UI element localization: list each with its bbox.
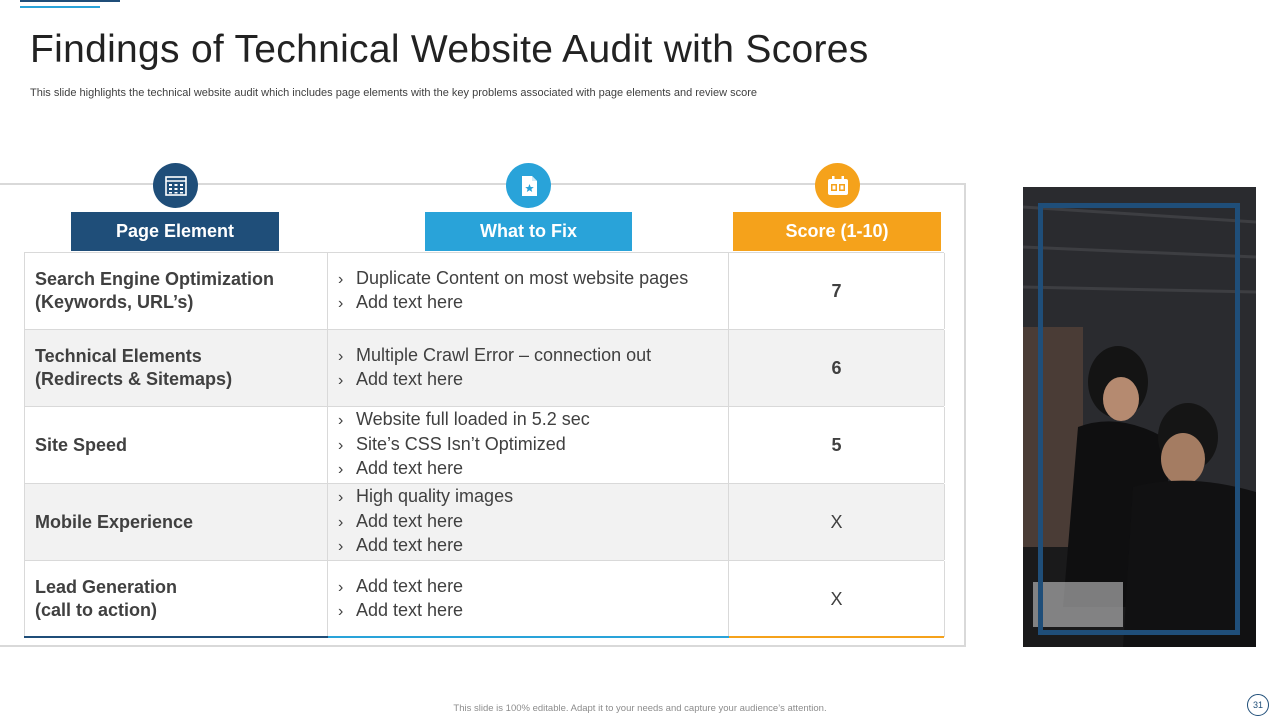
what-to-fix-cell xyxy=(327,484,729,560)
score-cell: 5 xyxy=(729,407,945,483)
fix-item: › Multiple Crawl Error – connection out xyxy=(338,344,728,369)
page-element-cell xyxy=(24,484,328,560)
what-to-fix-cell xyxy=(327,407,729,483)
fix-item: › Add text here xyxy=(338,510,728,535)
chevron-right-icon: › xyxy=(338,513,344,531)
chevron-right-icon: › xyxy=(338,412,344,430)
header-score: Score (1-10) xyxy=(733,212,941,251)
table-row xyxy=(24,483,944,560)
chevron-right-icon: › xyxy=(338,489,344,507)
bottom-line-score xyxy=(729,636,944,638)
header-what-to-fix: What to Fix xyxy=(425,212,632,251)
page-element-cell xyxy=(24,253,328,329)
page-element-cell xyxy=(24,330,328,406)
page-element-detail: (Redirects & Sitemaps) xyxy=(35,369,233,389)
top-accent-bar xyxy=(20,0,120,2)
photo-frame xyxy=(1038,203,1240,635)
table-row xyxy=(24,252,944,329)
score-cell: 7 xyxy=(729,253,945,329)
page-element-name: Lead Generation xyxy=(35,577,178,597)
page-element-detail: (call to action) xyxy=(35,600,158,620)
bottom-line-page-element xyxy=(24,636,328,638)
fix-item: › Add text here xyxy=(338,575,728,600)
score-cell: X xyxy=(729,484,945,560)
chevron-right-icon: › xyxy=(338,372,344,389)
table-row xyxy=(24,560,944,637)
score-cell: X xyxy=(729,561,945,637)
page-number: 31 xyxy=(1247,694,1269,716)
page-element-detail: (Keywords, URL’s) xyxy=(35,292,194,312)
top-accent-bar-light xyxy=(20,6,100,8)
footer-note: This slide is 100% editable. Adapt it to your needs and capture your audience’s attention. xyxy=(453,703,827,714)
chevron-right-icon: › xyxy=(338,270,344,288)
fix-item: › Add text here xyxy=(338,534,728,559)
table-row xyxy=(24,329,944,406)
page-element-name: Search Engine Optimization xyxy=(35,269,275,289)
what-to-fix-cell xyxy=(327,253,729,329)
slide-title: Findings of Technical Website Audit with Scores xyxy=(30,28,869,71)
fix-item: › Website full loaded in 5.2 sec xyxy=(338,408,728,433)
score-cell: 6 xyxy=(729,330,945,406)
page-element-name: Mobile Experience xyxy=(35,511,194,532)
chevron-right-icon: › xyxy=(338,603,344,620)
header-page-element: Page Element xyxy=(71,212,279,251)
page-element-cell xyxy=(24,561,328,637)
fix-item: › Add text here xyxy=(338,368,728,393)
fix-item: › Add text here xyxy=(338,599,728,624)
fix-item: › Add text here xyxy=(338,457,728,482)
what-to-fix-cell xyxy=(327,330,729,406)
chevron-right-icon: › xyxy=(338,538,344,556)
calendar-icon xyxy=(815,163,860,208)
fix-item: › Add text here xyxy=(338,291,728,316)
chevron-right-icon: › xyxy=(338,347,344,365)
fix-item: › Site’s CSS Isn’t Optimized xyxy=(338,433,728,458)
table-row xyxy=(24,406,944,483)
what-to-fix-cell xyxy=(327,561,729,637)
chevron-right-icon: › xyxy=(338,295,344,312)
page-element-cell xyxy=(24,407,328,483)
page-element-name: Site Speed xyxy=(35,434,128,455)
table-grid-icon xyxy=(153,163,198,208)
document-star-icon xyxy=(506,163,551,208)
page-element-name: Technical Elements xyxy=(35,346,202,366)
bottom-line-what-to-fix xyxy=(328,636,729,638)
slide-subtitle: This slide highlights the technical website audit which includes page elements with the key problems associated with page elements and review score xyxy=(30,87,758,99)
fix-item: › Duplicate Content on most website pages xyxy=(338,267,728,292)
chevron-right-icon: › xyxy=(338,461,344,479)
fix-item: › High quality images xyxy=(338,485,728,510)
chevron-right-icon: › xyxy=(338,578,344,596)
chevron-right-icon: › xyxy=(338,436,344,454)
